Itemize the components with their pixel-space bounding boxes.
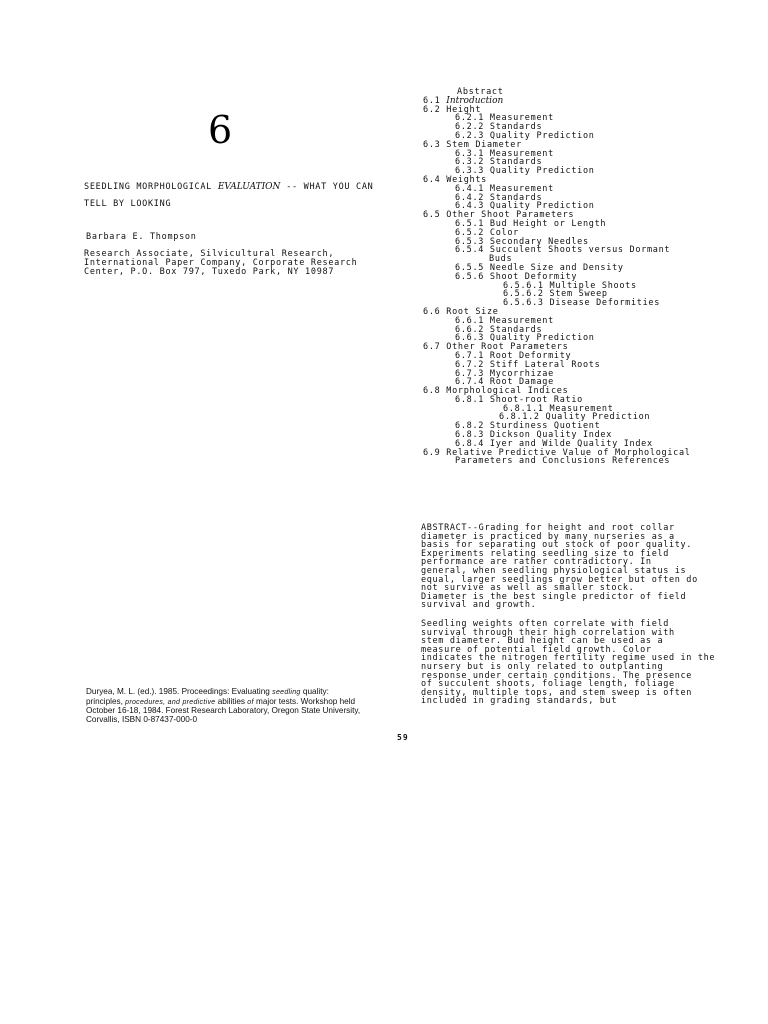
abstract-line: Seedling weights often correlate with field: [421, 619, 669, 629]
abstract-line: stem diameter. Bud height can be used as a: [421, 636, 664, 647]
toc-entry: 6.5 Other Shoot Parameters: [423, 210, 575, 221]
toc-entry: 6.3.1 Measurement: [455, 148, 554, 159]
abstract-line: Diameter is the best single predictor of field: [421, 591, 687, 602]
author-name: Barbara E. Thompson: [86, 232, 197, 242]
citation-line: October 16-18, 1984. Forest Research Laboratory, Oregon State University,: [86, 706, 361, 716]
abstract-line: survival through their high correlation with: [421, 627, 675, 638]
chapter-title-line-2: TELL BY LOOKING: [84, 199, 172, 209]
abstract-line: survival and growth.: [421, 600, 537, 611]
toc-entry: 6.8 Morphological Indices: [423, 386, 569, 397]
abstract-line: nursery but is only related to outplanting: [421, 661, 664, 672]
toc-entry: 6.3.2 Standards: [455, 157, 543, 168]
chapter-number: 6: [208, 108, 233, 152]
toc-entry: Buds: [489, 254, 513, 265]
toc-entry: 6.5.4 Succulent Shoots versus Dormant: [455, 245, 671, 256]
toc-entry: 6.6.3 Quality Prediction: [455, 333, 595, 344]
abstract-line: ABSTRACT--Grading for height and root collar: [421, 523, 675, 533]
abstract-line: Experiments relating seedling size to field: [421, 548, 669, 559]
toc-entry: Abstract: [457, 87, 504, 97]
toc-entry: 6.2.1 Measurement: [455, 113, 554, 124]
abstract-line: measure of potential field growth. Color: [421, 644, 652, 655]
toc-entry: 6.7.2 Stiff Lateral Roots: [455, 359, 601, 370]
toc-entry: 6.5.2 Color: [455, 227, 519, 238]
toc-entry: 6.8.3 Dickson Quality Index: [455, 430, 613, 441]
citation-text: quality:: [300, 687, 329, 696]
citation-italic: of: [247, 698, 254, 706]
abstract-line: general, when seedling physiological status is: [421, 565, 687, 576]
toc-entry: 6.5.6 Shoot Deformity: [455, 271, 578, 282]
toc-entry: 6.2.3 Quality Prediction: [455, 130, 595, 141]
toc-entry: 6.6.1 Measurement: [455, 315, 554, 326]
toc-entry: 6.4 Weights: [423, 174, 487, 185]
toc-entry: 6.2 Height: [423, 104, 482, 115]
abstract-line: indicates the nitrogen fertility regime used in the: [421, 653, 716, 664]
toc-entry: 6.7 Other Root Parameters: [423, 342, 569, 353]
toc-entry: 6.4.1 Measurement: [455, 183, 554, 194]
toc-entry: 6.5.5 Needle Size and Density: [455, 262, 624, 273]
title-part: SEEDLING MORPHOLOGICAL: [84, 182, 218, 192]
toc-entry: 6.2.2 Standards: [455, 122, 543, 133]
toc-entry: Parameters and Conclusions References: [455, 456, 671, 467]
toc-entry: 6.8.1 Shoot-root Ratio: [455, 394, 583, 405]
citation-line: Corvallis, ISBN 0-87437-000-0: [86, 714, 198, 724]
toc-entry: 6.7.4 Root Damage: [455, 377, 554, 388]
citation-text: principles,: [86, 696, 126, 706]
proceedings-citation: [86, 688, 392, 724]
affiliation-line: International Paper Company, Corporate Research: [84, 258, 358, 268]
citation-text: major tests. Workshop held: [253, 696, 356, 706]
toc-entry: 6.3 Stem Diameter: [423, 139, 522, 150]
affiliation-line: Center, P.O. Box 797, Tuxedo Park, NY 10987: [84, 267, 335, 277]
toc-entry: 6.5.3 Secondary Needles: [455, 236, 589, 247]
toc-entry: 6.8.1.2 Quality Prediction: [499, 412, 651, 423]
citation-italic: seedling: [272, 689, 301, 696]
citation-italic: procedures, and predictive: [125, 698, 216, 706]
title-emphasis: EVALUATION: [217, 182, 281, 192]
abstract-line: response under certain conditions. The presence: [421, 670, 693, 681]
abstract-paragraph-1: [421, 524, 761, 610]
toc-entry: 6.5.6.2 Stem Sweep: [503, 289, 608, 300]
toc-entry-title: Introduction: [446, 95, 504, 106]
toc-entry: 6.9 Relative Predictive Value of Morphological: [423, 447, 691, 458]
citation-text: abilities: [215, 696, 248, 706]
abstract-line: density, multiple tops, and stem sweep is often: [421, 687, 693, 698]
toc-entry: 6.8.1.1 Measurement: [503, 403, 614, 414]
toc-entry: 6.5.6.3 Disease Deformities: [503, 298, 661, 309]
toc-entry: 6.3.3 Quality Prediction: [455, 166, 595, 177]
abstract-line: performance are rather contradictory. In: [421, 557, 652, 568]
toc-entry: 6.7.3 Mycorrhizae: [455, 368, 554, 379]
toc-entry: 6.6 Root Size: [423, 306, 499, 317]
toc-entry: 6.5.6.1 Multiple Shoots: [503, 280, 637, 291]
chapter-title-line-1: [84, 182, 373, 192]
toc-entry: 6.8.2 Sturdiness Quotient: [455, 421, 601, 432]
toc-entry: 6.4.2 Standards: [455, 192, 543, 203]
abstract-line: diameter is practiced by many nurseries as a: [421, 531, 675, 542]
abstract-line: included in grading standards, but: [421, 696, 618, 707]
title-part: -- WHAT YOU CAN: [280, 182, 374, 192]
toc-entry: 6.4.3 Quality Prediction: [455, 201, 595, 212]
abstract-line: basis for separating out stock of poor quality.: [421, 540, 693, 551]
toc-entry: 6.8.4 Iyer and Wilde Quality Index: [455, 438, 653, 449]
author-affiliation: [84, 250, 357, 277]
abstract-line: equal, larger seedlings grow better but often do: [421, 574, 698, 585]
affiliation-line: Research Associate, Silvicultural Research,: [84, 249, 335, 259]
toc-entry-number: 6.1: [423, 95, 441, 106]
table-of-contents: [423, 88, 691, 466]
abstract-line: not survive as well as smaller stock.: [421, 583, 635, 594]
toc-entry: 6.7.1 Root Deformity: [455, 350, 572, 361]
abstract-line: of succulent shoots, foliage length, foliage: [421, 679, 675, 690]
page-number: 59: [397, 733, 409, 742]
citation-text: Duryea, M. L. (ed.). 1985. Proceedings: Evaluating: [86, 687, 273, 696]
abstract-paragraph-2: [421, 620, 761, 706]
toc-entry: 6.6.2 Standards: [455, 324, 543, 335]
toc-entry: 6.5.1 Bud Height or Length: [455, 218, 607, 229]
